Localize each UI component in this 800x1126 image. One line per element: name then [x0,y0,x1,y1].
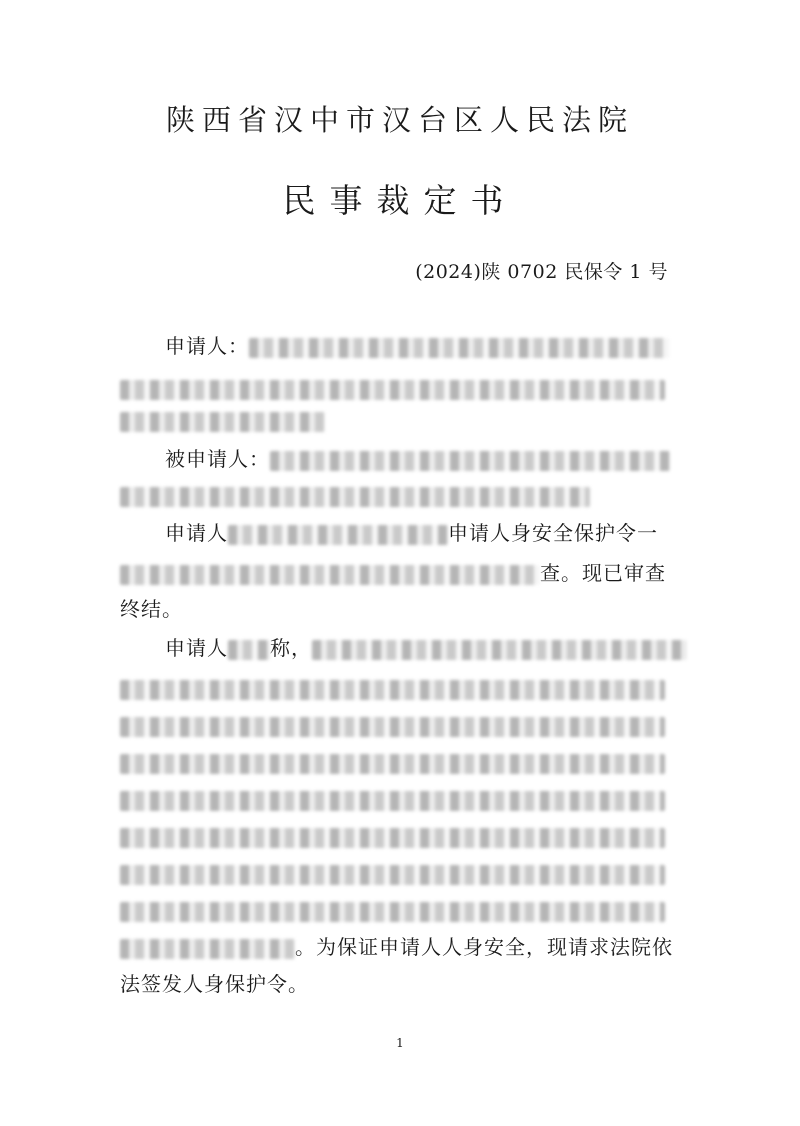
paragraph-text: 。为保证申请人人身安全，现请求法院依 [295,935,673,959]
redacted-text [228,525,448,545]
paragraph1-line-3: 终结。 [120,597,183,621]
case-number: (2024)陕 0702 民保令 1 号 [415,261,668,283]
respondent-line-1 [165,445,670,473]
document-title: 民事裁定书 [282,181,518,220]
paragraph-text: 查。现已审查 [540,561,666,585]
redacted-text [120,717,665,737]
redacted-text [120,412,325,432]
redacted-text [120,791,665,811]
paragraph-text: 申请人 [165,636,228,660]
redacted-text [120,902,665,922]
redacted-text [312,640,687,660]
redacted-text [120,380,665,400]
redacted-text [228,640,270,660]
respondent-label: 被申请人： [165,447,270,471]
paragraph-text: 申请人 [165,521,228,545]
paragraph1-line-1 [165,519,658,547]
redacted-text [120,939,295,959]
redacted-text [249,338,669,358]
paragraph2-line-10: 法签发人身保护令。 [120,972,309,996]
redacted-text [120,828,665,848]
redacted-text [120,565,540,585]
court-name: 陕西省汉中市汉台区人民法院 [165,103,634,137]
paragraph2-line-9 [120,933,673,961]
paragraph-text: 申请人身安全保护令一 [448,521,658,545]
applicant-line-1 [165,332,669,360]
applicant-label: 申请人： [165,334,249,358]
redacted-text [120,754,665,774]
page-number: 1 [396,1036,404,1050]
paragraph2-line-1 [165,634,687,662]
paragraph1-line-2 [120,559,666,587]
paragraph-text: 称， [270,636,312,660]
redacted-text [270,451,670,471]
redacted-text [120,865,665,885]
redacted-text [120,680,665,700]
redacted-text [120,487,590,507]
